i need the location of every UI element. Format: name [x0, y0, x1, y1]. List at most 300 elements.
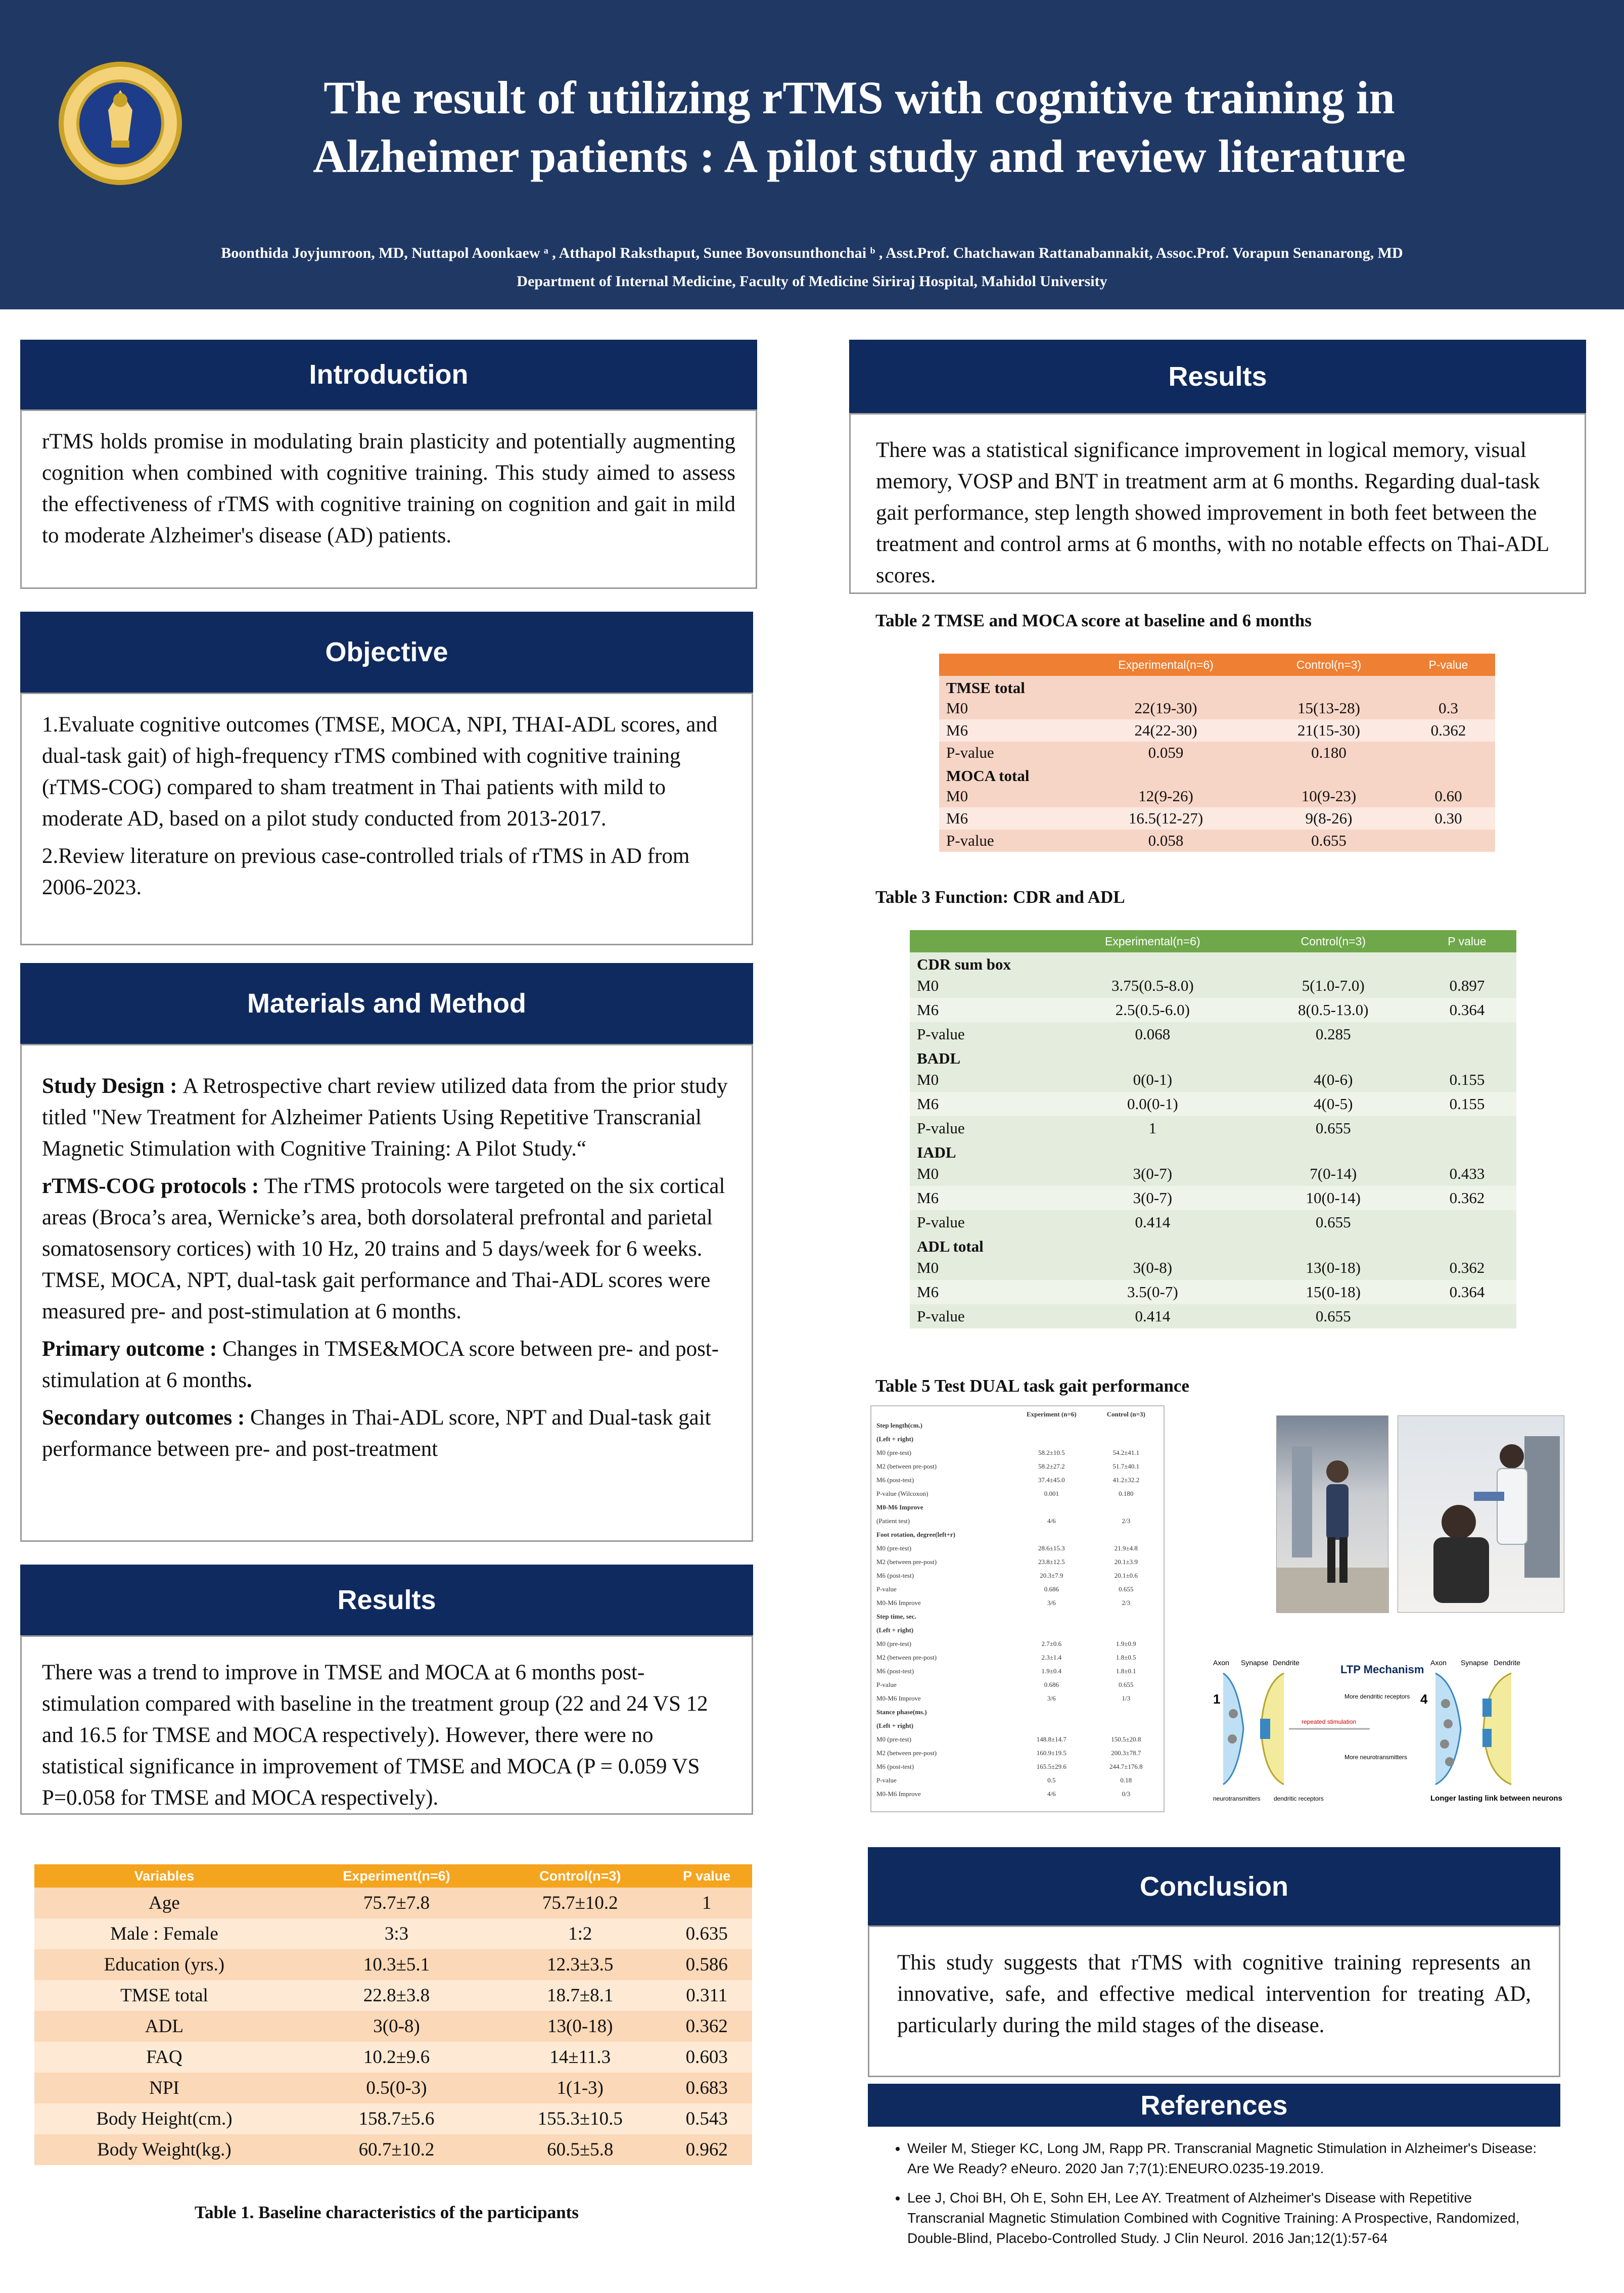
conclusion-heading: Conclusion — [868, 1847, 1560, 1925]
t1-row — [34, 1980, 752, 2011]
introduction-heading: Introduction — [20, 340, 757, 409]
t5-cell — [1009, 1719, 1094, 1732]
table-3 — [910, 930, 1516, 1328]
protocol-text: The rTMS protocols were targeted on the six cortical areas (Broca’s area, Wernicke’s area, both dorsolateral prefrontal and parietal somatosensory cortices) with 10 Hz, 20 trains and 5 days/week for 6 weeks. TMSE, MOCA, NPT, dual-task gait performance and Thai-ADL scores were measured pre- and post-stimulation at 6 months. — [42, 1174, 725, 1323]
t5-row — [876, 1432, 1158, 1446]
t1-cell: 155.3±10.5 — [537, 2108, 623, 2129]
t5-cell: (Patient test) — [876, 1517, 910, 1525]
results-left-text: There was a trend to improve in TMSE and MOCA at 6 months post-stimulation compared with baseline in the treatment group (22 and 24 VS 12 and 16.5 for TMSE and MOCA respectively). However, there were no statistical significance in improvement of TMSE and MOCA (P = 0.059 VS P=0.058 for TMSE and MOCA respectively). — [42, 1661, 708, 1810]
t1-cell: 14±11.3 — [549, 2047, 611, 2068]
t2-header-0 — [939, 654, 1076, 676]
t5-cell: Foot rotation, degree(left+r) — [876, 1530, 956, 1538]
table3-cell: 3.5(0-7) — [1127, 1283, 1178, 1301]
t5-cell: 20.1±3.9 — [1114, 1557, 1138, 1566]
table2-cell: 0.655 — [1311, 832, 1347, 849]
t5-header-2: Control (n=3) — [1106, 1410, 1145, 1418]
t5-row — [876, 1446, 1158, 1459]
t1-row — [34, 1888, 752, 1918]
table2-cell — [1402, 742, 1495, 764]
t5-cell: 4/6 — [1047, 1517, 1056, 1525]
t5-cell: 58.2±10.5 — [1038, 1448, 1065, 1456]
t1-cell: 0.586 — [685, 1954, 728, 1975]
t5-cell: 0.655 — [1119, 1680, 1134, 1688]
t1-cell: 10.3±5.1 — [363, 1954, 430, 1975]
t1-row — [34, 2042, 752, 2073]
table3-cell: M0 — [917, 977, 939, 994]
table2-cell: 0.60 — [1434, 787, 1462, 805]
t5-cell: M6 (post-test) — [876, 1762, 914, 1770]
t1-cell: 0.603 — [685, 2047, 728, 2068]
t2-header-1: Experimental(n=6) — [1118, 658, 1214, 671]
ltp-repeated-label: repeated stimulation — [1302, 1718, 1357, 1725]
t1-cell: 12.3±3.5 — [547, 1954, 614, 1975]
table-2 — [939, 654, 1495, 852]
t5-cell: 1.9±0.9 — [1116, 1639, 1136, 1647]
table3-group-row — [910, 1046, 1516, 1068]
t5-row — [876, 1746, 1158, 1760]
t5-row — [876, 1732, 1158, 1746]
reference-2: • Lee J, Choi BH, Oh E, Sohn EH, Lee AY. Treatment of Alzheimer's Disease with Repetitive Transcranial Magnetic Stimulation Combined with Cognitive Training: A Prospective, Randomized, Double-Blind, Placebo-Controlled Study. J Clin Neurol. 2016 Jan;12(1):57-64 — [907, 2188, 1549, 2249]
table3-cell: M6 — [917, 1095, 939, 1113]
study-design-label: Study Design : — [42, 1074, 183, 1098]
table3-cell: 0.155 — [1449, 1071, 1485, 1088]
t5-cell: 37.4±45.0 — [1038, 1476, 1065, 1484]
t1-cell: 0.362 — [685, 2016, 728, 2037]
table3-cell: 0.897 — [1449, 977, 1485, 994]
t5-cell: 41.2±32.2 — [1112, 1476, 1140, 1484]
table2-cell: 0.3 — [1439, 699, 1458, 717]
table2-cell: 0.180 — [1311, 744, 1347, 761]
table3-group-row — [910, 1140, 1516, 1162]
table2-cell: 0.059 — [1148, 744, 1184, 761]
t5-row — [876, 1555, 1158, 1569]
t1-cell: 75.7±7.8 — [363, 1893, 430, 1913]
table3-cell: M0 — [917, 1071, 939, 1088]
primary-outcome — [42, 1334, 731, 1396]
table3-cell: 0.433 — [1449, 1165, 1485, 1182]
protocol-label: rTMS-COG protocols : — [42, 1174, 264, 1198]
conclusion-text: This study suggests that rTMS with cognitive training represents an innovative, safe, and effective medical intervention for treating AD, particularly during the mild stages of the disease. — [897, 1951, 1531, 2037]
t1-row — [34, 1918, 752, 1949]
t5-cell: 4/6 — [1047, 1790, 1056, 1798]
results-right-text: There was a statistical significance improvement in logical memory, visual memory, VOSP and BNT in treatment arm at 6 months. Regarding dual-task gait performance, step length showed improvement in both feet between the treatment and control arms at 6 months, with no notable effects on Thai-ADL scores. — [876, 438, 1549, 587]
t3-header-2: Control(n=3) — [1301, 934, 1366, 948]
t1-cell: Education (yrs.) — [104, 1954, 225, 1975]
t5-cell: M0-M6 Improve — [876, 1503, 923, 1511]
ltp-title: LTP Mechanism — [1340, 1663, 1424, 1676]
table3-cell: M0 — [917, 1165, 939, 1182]
introduction-text: rTMS holds promise in modulating brain plasticity and potentially augmenting cognition when combined with cognitive training. This study aimed to assess the effectiveness of rTMS with cognitive training on cognition and gait in mild to moderate Alzheimer's disease (AD) patients. — [42, 430, 735, 547]
table3-cell: 0.655 — [1315, 1119, 1351, 1137]
t5-cell: 20.3±7.9 — [1040, 1571, 1063, 1579]
t5-cell — [1094, 1500, 1158, 1514]
study-design — [42, 1071, 731, 1165]
t5-cell: M6 (post-test) — [876, 1667, 914, 1675]
t1-cell: 0.543 — [685, 2108, 728, 2129]
t5-cell: 2.3±1.4 — [1041, 1653, 1062, 1661]
t1-header-3: P value — [661, 1864, 752, 1888]
table-5-caption: Table 5 Test DUAL task gait performance — [875, 1376, 1189, 1396]
results-right-heading: Results — [849, 340, 1586, 413]
t1-cell: 3(0-8) — [373, 2016, 420, 2037]
t5-cell: P-value — [876, 1776, 897, 1784]
t1-cell: 1:2 — [568, 1923, 592, 1944]
ltp-more-neuro: More neurotransmitters — [1344, 1754, 1408, 1761]
t5-row — [876, 1664, 1158, 1678]
t5-cell — [1009, 1418, 1094, 1432]
t5-cell: M2 (between pre-post) — [876, 1653, 937, 1661]
ltp-mechanism-diagram — [1213, 1653, 1607, 1805]
t5-cell: M0-M6 Improve — [876, 1790, 921, 1798]
t5-row — [876, 1487, 1158, 1500]
t1-cell: 22.8±3.8 — [363, 1985, 430, 2006]
table2-cell: 15(13-28) — [1297, 699, 1360, 717]
t5-cell: 28.6±15.3 — [1038, 1544, 1065, 1552]
t5-cell: 21.9±4.8 — [1114, 1544, 1138, 1552]
t3-header-0 — [910, 930, 1056, 952]
t5-cell: 0.655 — [1119, 1585, 1134, 1593]
table2-cell: P-value — [946, 744, 994, 761]
table3-row — [910, 1162, 1516, 1186]
table2-group-row — [939, 764, 1495, 785]
t5-row — [876, 1719, 1158, 1732]
t5-cell: Step length(cm.) — [876, 1421, 922, 1429]
t5-cell: Step time, sec. — [876, 1612, 916, 1620]
t5-cell: 58.2±27.2 — [1038, 1462, 1065, 1470]
t1-cell: FAQ — [146, 2047, 182, 2068]
t5-cell: 20.1±0.6 — [1114, 1571, 1138, 1579]
t1-cell: 60.7±10.2 — [358, 2139, 435, 2160]
ltp-step-1: 1 — [1213, 1691, 1221, 1707]
table3-cell: 15(0-18) — [1306, 1283, 1361, 1301]
table3-row — [910, 1210, 1516, 1234]
title-line-1: The result of utilizing rTMS with cognitive training in — [323, 72, 1395, 123]
table3-cell — [1418, 1116, 1516, 1140]
t5-header-0 — [876, 1410, 1009, 1418]
ltp-dendrite-label-2: Dendrite — [1494, 1659, 1520, 1667]
objective-item-2: 2.Review literature on previous case-controlled trials of rTMS in AD from 2006-2023. — [42, 844, 690, 899]
methods-heading: Materials and Method — [20, 963, 753, 1044]
t5-cell — [1094, 1610, 1158, 1623]
t5-cell: P-value (Wilcoxon) — [876, 1489, 929, 1497]
primary-end: . — [246, 1368, 252, 1392]
table3-cell: 4(0-5) — [1314, 1095, 1353, 1113]
t5-cell: 2/3 — [1122, 1598, 1131, 1607]
table-1 — [34, 1864, 752, 2165]
t1-cell: 1(1-3) — [556, 2078, 604, 2098]
table3-group-row — [910, 1234, 1516, 1256]
t5-cell — [1009, 1432, 1094, 1446]
t1-cell: 0.5(0-3) — [366, 2078, 427, 2098]
t5-row — [876, 1650, 1158, 1664]
table3-cell: 3(0-7) — [1133, 1165, 1173, 1182]
table3-cell: 7(0-14) — [1310, 1165, 1357, 1182]
t1-cell: 158.7±5.6 — [358, 2108, 435, 2129]
t5-cell: P-value — [876, 1680, 897, 1688]
table3-row — [910, 1186, 1516, 1210]
t5-row — [876, 1528, 1158, 1541]
t5-cell: 1.9±0.4 — [1041, 1667, 1062, 1675]
table2-row — [939, 719, 1495, 742]
primary-label: Primary outcome : — [42, 1337, 222, 1361]
t5-cell: M0-M6 Improve — [876, 1694, 921, 1702]
results-left-box — [20, 1635, 753, 1815]
t5-cell: 3/6 — [1047, 1694, 1056, 1702]
table2-cell: 22(19-30) — [1134, 699, 1197, 717]
t5-cell: M0 (pre-test) — [876, 1735, 911, 1743]
table2-cell: 12(9-26) — [1138, 787, 1193, 805]
table3-cell: 0.362 — [1449, 1259, 1485, 1276]
t5-cell: 0.686 — [1044, 1680, 1059, 1688]
t5-row — [876, 1623, 1158, 1637]
t5-row — [876, 1637, 1158, 1650]
references-list — [877, 2138, 1549, 2258]
t1-cell: 75.7±10.2 — [542, 1893, 618, 1913]
secondary-label: Secondary outcomes : — [42, 1406, 251, 1430]
title-line-2: Alzheimer patients : A pilot study and review literature — [313, 130, 1406, 182]
t5-cell: M2 (between pre-post) — [876, 1749, 937, 1757]
t1-header-0: Variables — [34, 1864, 294, 1888]
table3-row — [910, 1280, 1516, 1304]
table3-group-name: CDR sum box — [917, 955, 1011, 973]
t5-cell: 0.5 — [1047, 1776, 1056, 1784]
t1-cell: ADL — [145, 2016, 183, 2037]
t5-cell: M0 (pre-test) — [876, 1639, 911, 1647]
table2-cell: 16.5(12-27) — [1128, 809, 1203, 827]
table2-group-name: MOCA total — [946, 767, 1030, 785]
table-1-caption: Table 1. Baseline characteristics of the participants — [195, 2203, 579, 2222]
ltp-dendritic-receptors: dendritic receptors — [1274, 1795, 1324, 1802]
table3-cell: 0.068 — [1135, 1025, 1171, 1043]
table3-row — [910, 1022, 1516, 1046]
t5-row — [876, 1773, 1158, 1787]
t5-row — [876, 1760, 1158, 1773]
t5-cell — [1094, 1528, 1158, 1541]
table2-cell — [1402, 830, 1495, 852]
t1-cell: 10.2±9.6 — [363, 2047, 430, 2068]
t5-row — [876, 1610, 1158, 1623]
t2-header-3: P-value — [1428, 658, 1468, 671]
t5-cell: (Left + right) — [876, 1626, 914, 1634]
table3-cell: 8(0.5-13.0) — [1298, 1001, 1369, 1019]
table3-cell: 0.155 — [1449, 1095, 1485, 1113]
t3-header-3: P value — [1448, 934, 1487, 948]
t5-cell: 200.3±78.7 — [1111, 1749, 1141, 1757]
table2-row — [939, 807, 1495, 830]
ltp-neurotransmitters: neurotransmitters — [1213, 1795, 1261, 1802]
table3-group-name: IADL — [917, 1143, 956, 1161]
table2-cell: 0.362 — [1430, 721, 1466, 739]
t5-cell: 2.7±0.6 — [1041, 1639, 1062, 1647]
table3-cell: 0.364 — [1449, 1001, 1485, 1019]
t1-header-2: Control(n=3) — [499, 1864, 661, 1888]
table2-cell: M0 — [946, 787, 968, 805]
t5-cell: M6 (post-test) — [876, 1476, 914, 1484]
department: Department of Internal Medicine, Faculty of Medicine Siriraj Hospital, Mahidol University — [517, 273, 1107, 290]
table3-group-name: ADL total — [917, 1237, 984, 1255]
t5-row — [876, 1569, 1158, 1582]
table3-row — [910, 974, 1516, 998]
t1-cell: Body Height(cm.) — [96, 2108, 233, 2129]
table2-group-name: TMSE total — [946, 679, 1025, 697]
table2-cell: 21(15-30) — [1297, 721, 1360, 739]
table-2-caption: Table 2 TMSE and MOCA score at baseline and 6 months — [875, 611, 1312, 630]
table3-cell — [1418, 1210, 1516, 1234]
t1-row — [34, 1949, 752, 1980]
table2-cell: 0.30 — [1434, 809, 1462, 827]
t5-cell — [1009, 1623, 1094, 1637]
t5-header-1: Experiment (n=6) — [1026, 1410, 1077, 1418]
ltp-synapse-label: Synapse — [1241, 1659, 1269, 1667]
t5-row — [876, 1500, 1158, 1514]
authors: Boonthida Joyjumroon, MD, Nuttapol Aoonkaew ᵃ , Atthapol Raksthaput, Sunee Bovonsunthonchai ᵇ , Asst.Prof. Chatchawan Rattanabannakit, Assoc.Prof. Vorapun Senanarong, MD — [221, 245, 1403, 261]
table3-group-row — [910, 952, 1516, 974]
table3-cell: 0.414 — [1135, 1307, 1171, 1325]
table2-row — [939, 742, 1495, 764]
t5-cell: 150.5±20.8 — [1111, 1735, 1141, 1743]
table2-row — [939, 785, 1495, 807]
table3-row — [910, 1256, 1516, 1280]
table2-cell: M0 — [946, 699, 968, 717]
t5-cell: 1/3 — [1122, 1694, 1131, 1702]
t1-cell: 13(0-18) — [547, 2016, 613, 2037]
secondary-outcome — [42, 1402, 731, 1465]
t5-cell — [1009, 1500, 1094, 1514]
table3-cell: P-value — [917, 1119, 965, 1137]
t1-cell: 0.635 — [685, 1923, 728, 1944]
t5-cell: 165.5±29.6 — [1036, 1762, 1066, 1770]
t5-cell: 51.7±40.1 — [1112, 1462, 1140, 1470]
t5-cell: Stance phase(ms.) — [876, 1708, 927, 1716]
objective-item-1: 1.Evaluate cognitive outcomes (TMSE, MOCA, NPI, THAI-ADL scores, and dual-task gait) of high-frequency rTMS combined with cognitive training (rTMS-COG) compared to sham treatment in Thai patients with mild to moderate AD, based on a pilot study conducted from 2013-2017. — [42, 713, 718, 831]
t5-cell: M0-M6 Improve — [876, 1598, 921, 1607]
t1-header-1: Experiment(n=6) — [294, 1864, 499, 1888]
t5-cell: 0.686 — [1044, 1585, 1059, 1593]
t5-cell: M0 (pre-test) — [876, 1448, 911, 1456]
t5-cell: (Left + right) — [876, 1435, 914, 1443]
t5-row — [876, 1514, 1158, 1528]
t5-cell — [1094, 1623, 1158, 1637]
t5-cell: 23.8±12.5 — [1038, 1557, 1065, 1566]
t5-row — [876, 1691, 1158, 1705]
t1-row — [34, 2011, 752, 2042]
table-5 — [870, 1405, 1165, 1812]
t1-cell: Age — [149, 1893, 180, 1913]
t5-row — [876, 1582, 1158, 1596]
table3-row — [910, 1304, 1516, 1328]
t5-cell: 0.18 — [1120, 1776, 1132, 1784]
table3-cell: 0.362 — [1449, 1189, 1485, 1207]
table3-cell: 5(1.0-7.0) — [1302, 977, 1365, 994]
t5-cell — [1094, 1719, 1158, 1732]
t1-cell: 18.7±8.1 — [547, 1985, 614, 2006]
t1-cell: 3:3 — [384, 1923, 409, 1944]
t1-cell: 60.5±5.8 — [547, 2139, 614, 2160]
t5-row — [876, 1678, 1158, 1691]
table2-group-row — [939, 676, 1495, 697]
table2-row — [939, 697, 1495, 719]
table3-row — [910, 1092, 1516, 1116]
t5-cell: 148.8±14.7 — [1036, 1735, 1066, 1743]
table3-cell: M6 — [917, 1283, 939, 1301]
table2-cell: M6 — [946, 721, 968, 739]
t1-row — [34, 2073, 752, 2103]
ltp-longer-link: Longer lasting link between neurons — [1430, 1794, 1562, 1803]
t5-cell: 0.001 — [1044, 1489, 1059, 1497]
table3-cell: P-value — [917, 1213, 965, 1231]
table2-cell: 24(22-30) — [1134, 721, 1197, 739]
t5-cell: 54.2±41.1 — [1112, 1448, 1140, 1456]
t5-row — [876, 1596, 1158, 1610]
t5-cell — [1009, 1610, 1094, 1623]
protocols — [42, 1171, 731, 1327]
table3-group-name: BADL — [917, 1049, 961, 1067]
t5-cell: 2/3 — [1122, 1517, 1131, 1525]
primary-text: Changes in TMSE&MOCA score between pre- and post-stimulation at 6 months — [42, 1337, 719, 1392]
t5-cell: 244.7±176.8 — [1109, 1762, 1143, 1770]
t1-cell: TMSE total — [120, 1985, 208, 2006]
t5-cell: P-value — [876, 1585, 897, 1593]
table3-cell — [1418, 1022, 1516, 1046]
t1-cell: Male : Female — [110, 1923, 218, 1944]
t5-cell — [1094, 1418, 1158, 1432]
photo-rtms-treatment — [1398, 1415, 1564, 1613]
objective-heading: Objective — [20, 612, 753, 693]
t5-row — [876, 1787, 1158, 1801]
study-design-text: A Retrospective chart review utilized data from the prior study titled "New Treatment for Alzheimer Patients Using Repetitive Transcranial Magnetic Stimulation with Cognitive Training: A Pilot Study.“ — [42, 1074, 728, 1161]
t1-cell: 1 — [702, 1893, 712, 1913]
ltp-synapse-label-2: Synapse — [1461, 1659, 1489, 1667]
table3-row — [910, 1068, 1516, 1092]
results-left-heading: Results — [20, 1565, 753, 1635]
table3-cell: M6 — [917, 1001, 939, 1019]
t5-row — [876, 1541, 1158, 1555]
table3-cell: 0.655 — [1315, 1213, 1351, 1231]
table2-cell: P-value — [946, 832, 994, 849]
table3-cell: 0.414 — [1135, 1213, 1171, 1231]
t3-header-1: Experimental(n=6) — [1105, 934, 1200, 948]
t1-cell: NPI — [149, 2078, 179, 2098]
t5-cell: 160.9±19.5 — [1036, 1749, 1066, 1757]
t5-cell: 1.8±0.1 — [1116, 1667, 1136, 1675]
table3-cell: M6 — [917, 1189, 939, 1207]
table3-cell — [1418, 1304, 1516, 1328]
t2-header-2: Control(n=3) — [1296, 658, 1362, 671]
secondary-text: Changes in Thai-ADL score, NPT and Dual-task gait performance between pre- and post-treatment — [42, 1406, 711, 1461]
table3-cell: 13(0-18) — [1306, 1259, 1361, 1276]
ltp-dendrite-label: Dendrite — [1273, 1659, 1300, 1667]
photo-patient-walking — [1276, 1415, 1388, 1613]
table2-row — [939, 830, 1495, 852]
t1-row — [34, 2134, 752, 2165]
ltp-more-dendritic: More dendritic receptors — [1344, 1693, 1410, 1700]
table3-cell: M0 — [917, 1259, 939, 1276]
reference-1: • Weiler M, Stieger KC, Long JM, Rapp PR. Transcranial Magnetic Stimulation in Alzheimer's Disease: Are We Ready? eNeuro. 2020 Jan 7;7(1):ENEURO.0235-19.2019. — [907, 2138, 1549, 2179]
results-right-box — [849, 413, 1586, 594]
references-heading: References — [868, 2084, 1560, 2127]
t5-row — [876, 1418, 1158, 1432]
table3-row — [910, 1116, 1516, 1140]
table2-cell: 0.058 — [1148, 832, 1184, 849]
table3-cell: 3(0-7) — [1133, 1189, 1173, 1207]
t5-cell: 0.180 — [1119, 1489, 1134, 1497]
ltp-axon-label: Axon — [1213, 1659, 1229, 1667]
t5-row — [876, 1473, 1158, 1487]
t5-cell — [1094, 1705, 1158, 1719]
t5-cell: 0/3 — [1122, 1790, 1131, 1798]
table3-cell: 0.285 — [1315, 1025, 1351, 1043]
t5-cell: 3/6 — [1047, 1598, 1056, 1607]
